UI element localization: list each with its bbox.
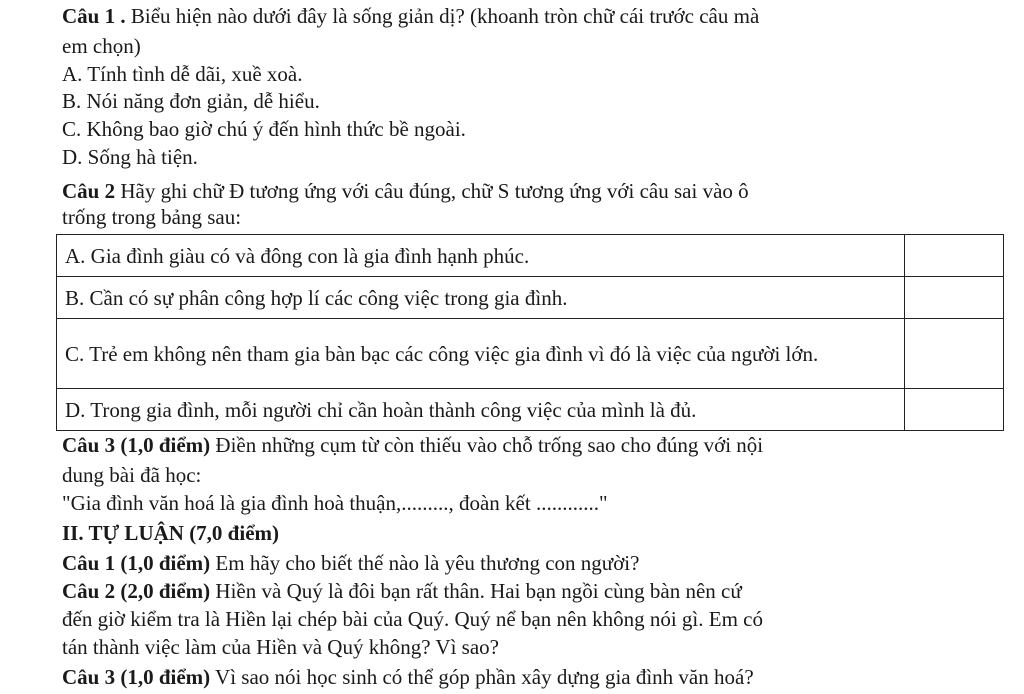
question-1-prompt xyxy=(62,3,759,30)
question-1-option-c: C. Không bao giờ chú ý đến hình thức bề ngoài. xyxy=(62,117,466,141)
essay-question-3-label: Câu 3 (1,0 điểm) xyxy=(62,665,211,689)
statement-b: B. Cần có sự phân công hợp lí các công việc trong gia đình. xyxy=(57,277,905,319)
essay-question-2-text: Hiền và Quý là đôi bạn rất thân. Hai bạn ngồi cùng bàn nên cứ xyxy=(210,579,742,603)
answer-box-c[interactable] xyxy=(905,319,1004,389)
question-3-label: Câu 3 (1,0 điểm) xyxy=(62,433,211,457)
question-1-option-d: D. Sống hà tiện. xyxy=(62,145,198,169)
question-2-prompt xyxy=(62,178,749,205)
essay-question-2-label: Câu 2 (2,0 điểm) xyxy=(62,579,211,603)
essay-question-1 xyxy=(62,550,639,577)
question-1-label: Câu 1 . xyxy=(62,4,126,28)
statement-d: D. Trong gia đình, mỗi người chỉ cần hoàn thành công việc của mình là đủ. xyxy=(57,389,905,431)
question-2-text-continued: trống trong bảng sau: xyxy=(62,205,242,229)
essay-question-3-text: Vì sao nói học sinh có thể góp phần xây dựng gia đình văn hoá? xyxy=(210,665,754,689)
statement-a: A. Gia đình giàu có và đông con là gia đình hạnh phúc. xyxy=(57,235,905,277)
table-row xyxy=(57,277,1004,319)
essay-question-2-text-continued: đến giờ kiểm tra là Hiền lại chép bài của Quý. Quý nể bạn nên không nói gì. Em có xyxy=(62,607,763,631)
question-1-option-b: B. Nói năng đơn giản, dễ hiểu. xyxy=(62,89,320,113)
question-1-text: Biểu hiện nào dưới đây là sống giản dị? (khoanh tròn chữ cái trước câu mà xyxy=(125,4,760,28)
question-2-label: Câu 2 xyxy=(62,179,116,203)
essay-question-2-text-continued-2: tán thành việc làm của Hiền và Quý không? Vì sao? xyxy=(62,635,499,659)
essay-question-1-label: Câu 1 (1,0 điểm) xyxy=(62,551,211,575)
essay-question-2 xyxy=(62,578,742,605)
table-row xyxy=(57,319,1004,389)
question-3-text: Điền những cụm từ còn thiếu vào chỗ trống sao cho đúng với nội xyxy=(210,433,764,457)
answer-box-a[interactable] xyxy=(905,235,1004,277)
true-false-table xyxy=(56,234,1004,431)
section-2-heading: II. TỰ LUẬN (7,0 điểm) xyxy=(62,521,280,545)
answer-box-d[interactable] xyxy=(905,389,1004,431)
essay-question-3 xyxy=(62,664,754,691)
answer-box-b[interactable] xyxy=(905,277,1004,319)
question-2-text: Hãy ghi chữ Đ tương ứng với câu đúng, chữ S tương ứng với câu sai vào ô xyxy=(115,179,749,203)
statement-c: C. Trẻ em không nên tham gia bàn bạc các công việc gia đình vì đó là việc của người lớn. xyxy=(57,319,905,389)
question-3-text-continued: dung bài đã học: xyxy=(62,463,202,487)
question-1-text-continued: em chọn) xyxy=(62,34,141,58)
question-3-fill-in-quote: "Gia đình văn hoá là gia đình hoà thuận,........., đoàn kết ............" xyxy=(62,491,608,515)
question-1-option-a: A. Tính tình dễ dãi, xuề xoà. xyxy=(62,62,303,86)
essay-question-1-text: Em hãy cho biết thế nào là yêu thương con người? xyxy=(210,551,640,575)
table-row xyxy=(57,235,1004,277)
question-3-prompt xyxy=(62,432,763,459)
table-row xyxy=(57,389,1004,431)
